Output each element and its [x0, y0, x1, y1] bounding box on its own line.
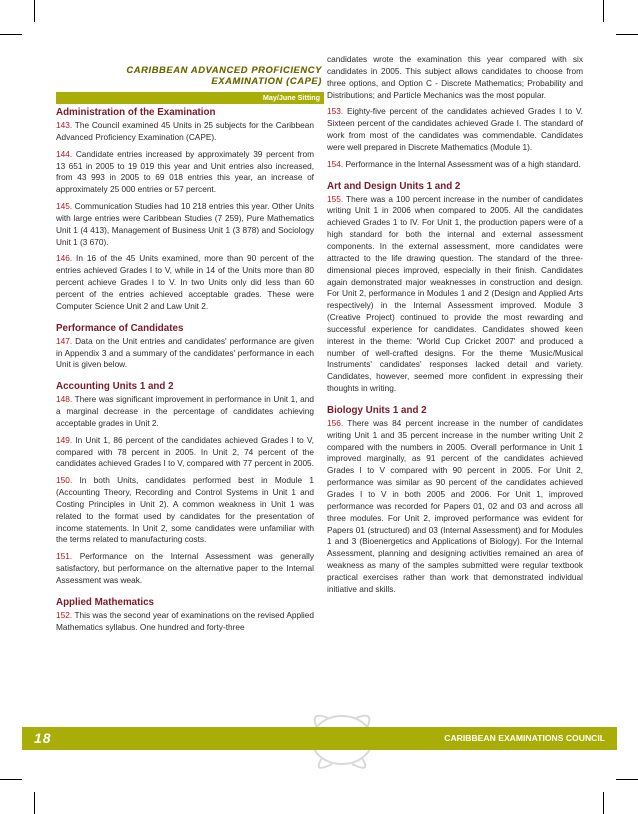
paragraph	[56, 201, 314, 248]
crop-mark	[603, 792, 604, 814]
page-number: 18	[34, 730, 52, 746]
paragraph-number: 145.	[56, 201, 73, 212]
paragraph	[327, 54, 583, 101]
paragraph-number: 148.	[56, 394, 73, 405]
section-heading: Biology Units 1 and 2	[327, 404, 427, 416]
footer-bar	[22, 727, 617, 750]
section-heading: Administration of the Examination	[56, 107, 216, 118]
crop-mark	[34, 792, 35, 814]
header-sitting-bar	[56, 92, 324, 104]
paragraph	[56, 610, 314, 634]
crop-mark	[0, 34, 22, 35]
right-column	[327, 54, 583, 601]
crop-mark	[616, 779, 638, 780]
header-sitting: May/June Sitting	[262, 93, 320, 102]
paragraph-text: The Council examined 45 Units in 25 subjects for the Caribbean Advanced Proficiency Examination (CAPE).	[56, 120, 315, 142]
paragraph-text: In 16 of the 45 Units examined, more than 90 percent of the entries achieved Grades I to V, while in 14 of the Units more than 80 percent achieve Grades I to V. In two Units only did less than 60 percent of the entries achieved acceptable grades. These were Computer Science Unit 2 and Law Unit 2.	[56, 253, 314, 311]
paragraph-number: 156.	[327, 417, 344, 428]
paragraph-number: 143.	[56, 120, 73, 130]
paragraph-text: Data on the Unit entries and candidates' performance are given in Appendix 3 and a summary of the candidates' performance in each Unit is given below.	[56, 335, 314, 370]
crop-mark	[616, 34, 638, 35]
paragraph-text: Eighty-five percent of the candidates achieved Grades I to V. Sixteen percent of the candidates achieved Grade I. The standard of work from most of the candidates was commendable. Candidates were well prepared in Discrete Mathematics (Module 1).	[327, 106, 583, 152]
left-column	[56, 106, 314, 639]
footer-organization: CARIBBEAN EXAMINATIONS COUNCIL	[444, 733, 605, 743]
paragraph	[56, 253, 314, 312]
paragraph	[327, 159, 583, 171]
paragraph	[327, 106, 583, 153]
paragraph	[56, 336, 314, 372]
paragraph-text: Performance on the Internal Assessment was generally satisfactory, but performance on the alternative paper to the Internal Assessment was weak.	[56, 551, 314, 585]
paragraph	[56, 394, 314, 430]
section-heading: Accounting Units 1 and 2	[56, 381, 174, 393]
paragraph-text: There was 84 percent increase in the number of candidates writing Unit 1 and 35 percent increase in the number writing Unit 2 compared with the numbers in 2005. Overall performance in Unit 1 improved marginally, as 91 percent of the candidates achieved Grades I to V compared with 90 percent in 2005. For Unit 2, performance was similar as 90 percent of the candidates achieved Grades I to V in both 2005 and 2006. For Unit 1, improved performance was recorded for Papers 01, 02 and 03 and across all three modules. For Unit 2, improved performance was evident for Papers 01 (structured) and 03 (Internal Assessment) and for Modules 1 and 3 (Bioenergetics and Applications of Biology). For the Internal Assessment, planning and designing activities remained an area of weakness as many of the samples submitted were regular textbook practical exercises rather than work that demonstrated individual initiative and skills.	[327, 417, 583, 594]
header-title: CARIBBEAN ADVANCED PROFICIENCY EXAMINATION (CAPE)	[126, 64, 322, 86]
section-heading: Art and Design Units 1 and 2	[327, 180, 461, 192]
paragraph-number: 147.	[56, 335, 73, 346]
paragraph-number: 144.	[56, 148, 73, 159]
crop-mark	[603, 0, 604, 22]
section-heading: Performance of Candidates	[56, 322, 184, 334]
paragraph-number: 146.	[56, 253, 73, 264]
crop-mark	[34, 0, 35, 22]
paragraph-text: candidates wrote the examination this year compared with six candidates in 2005. This subject allows candidates to choose from three options, and Option C - Discrete Mathematics; Probability and Distributions; and Particle Mechanics was the most popular.	[327, 54, 583, 100]
paragraph-text: In Unit 1, 86 percent of the candidates achieved Grades I to V, compared with 78 percent in 2005. In Unit 2, 74 percent of the candidates achieved Grades I to V, compared with 77 percent in 2005.	[56, 434, 314, 469]
paragraph	[56, 551, 314, 587]
paragraph-number: 150.	[56, 475, 73, 486]
paragraph-text: Communication Studies had 10 218 entries this year. Other Units with large entries were Caribbean Studies (7 259), Pure Mathematics Unit 1 (4 413), Management of Business Unit 1 (3 878) and Sociology Unit 1 (3 670).	[56, 201, 314, 247]
section-heading: Applied Mathematics	[56, 596, 154, 608]
paragraph	[56, 149, 314, 196]
paragraph	[56, 120, 314, 144]
paragraph	[327, 194, 583, 395]
paragraph	[327, 418, 583, 596]
paragraph-number: 149.	[56, 434, 73, 445]
paragraph-number: 151.	[56, 551, 73, 562]
page-header	[56, 64, 324, 104]
paragraph-number: 152.	[56, 609, 73, 620]
crop-mark	[0, 779, 22, 780]
paragraph-text: There was a 100 percent increase in the number of candidates writing Unit 1 in 2006 when compared to 2005. All the candidates achieved Grades 1 to IV. For Unit 1, the production papers were of a high standard for both the internal and external assessment components. In the external assessment, more candidates were attracted to the life drawing question. The standard of the three-dimensional pieces improved, especially in their finish. Candidates again demonstrated major weaknesses in construction and design. For Unit 2, performance in Modules 1 and 2 (Design and Applied Arts respectively) in the Internal Assessment improved. Module 3 (Creative Project) continued to provide the most rewarding and successful experience for candidates. Candidates showed keen interest in the theme: 'World Cup Cricket 2007' and produced a number of well-crafted designs. For the theme 'Music/Musical Instruments' candidates' responses lacked detail and variety. Candidates, however, seemed more confident in expressing their thoughts in writing.	[327, 193, 583, 394]
paragraph	[56, 475, 314, 546]
paragraph	[56, 435, 314, 471]
paragraph-text: This was the second year of examinations on the revised Applied Mathematics syllabus. One hundred and forty-three	[56, 609, 315, 632]
paragraph-number: 153.	[327, 106, 344, 117]
paragraph-text: There was significant improvement in performance in Unit 1, and a marginal decrease in the percentage of candidates achieving acceptable grades in Unit 2.	[56, 394, 314, 428]
paragraph-number: 155.	[327, 193, 344, 204]
paragraph-text: In both Units, candidates performed best in Module 1 (Accounting Theory, Recording and Control Systems in Unit 1 and Costing Principles in Unit 2). A common weakness in Unit 1 was related to the format used by candidates for the presentation of income statements. In Unit 2, some candidates were unfamiliar with the terms related to manufacturing costs.	[56, 475, 314, 545]
paragraph-number: 154.	[327, 158, 344, 169]
paragraph-text: Candidate entries increased by approximately 39 percent from 13 651 in 2005 to 19 019 this year and Unit entries also increased, from 43 993 in 2005 to 69 018 entries this year, an increase of approximately 25 000 entries or 57 percent.	[56, 148, 314, 195]
paragraph-text: Performance in the Internal Assessment was of a high standard.	[345, 158, 581, 169]
